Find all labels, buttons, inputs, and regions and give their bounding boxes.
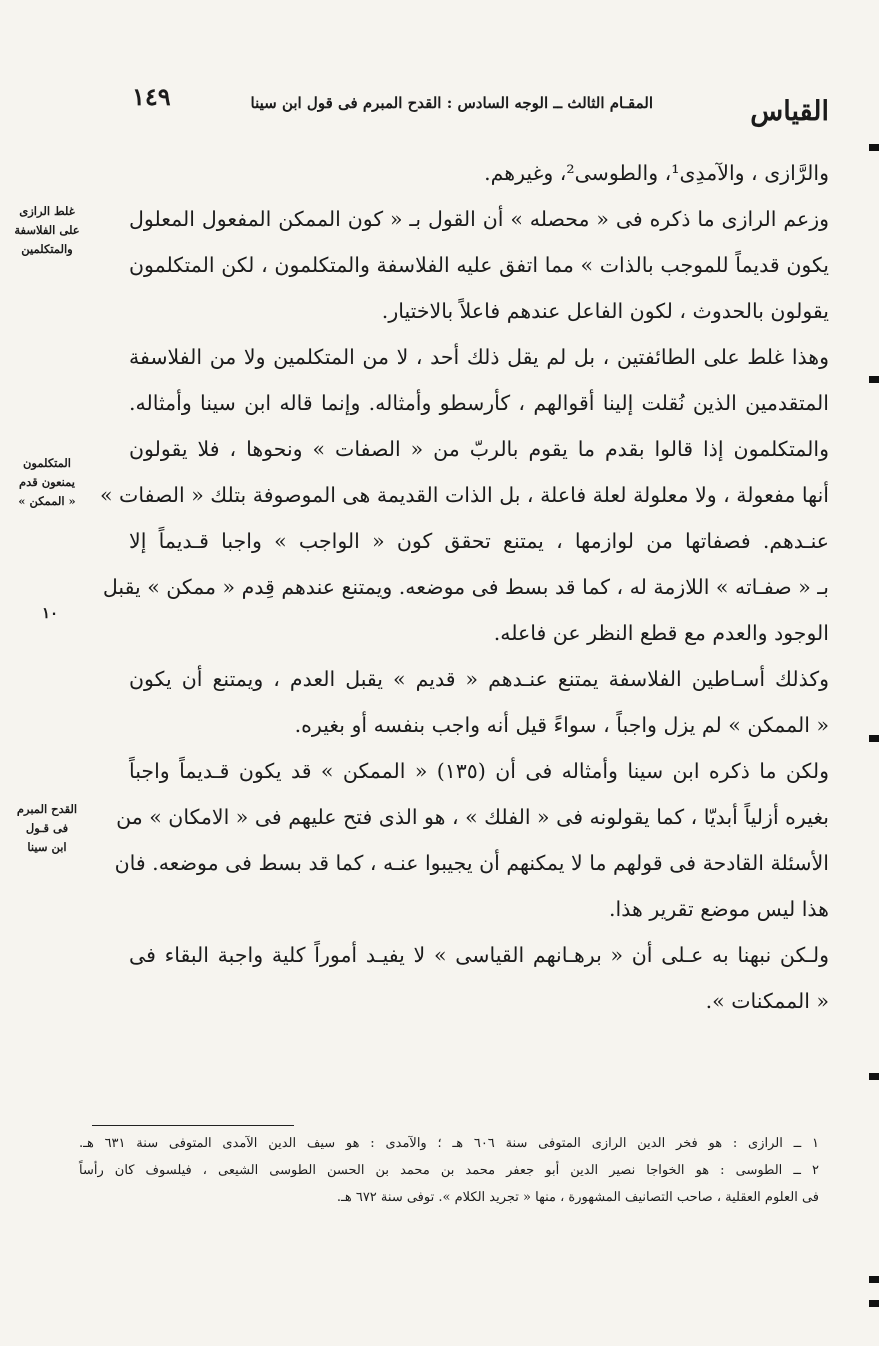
text-line: بـ « صفـاته » اللازمة له ، كما قد بسط فى موضعه. ويمتنع عندهم قِدم « ممكن » يقبل — [102, 575, 829, 599]
edge-mark — [869, 1276, 879, 1283]
text-line: ولـكن نبهنا به عـلى أن « برهـانهم القياسى » لا يفيـد أموراً كلية واجبة البقاء فى — [129, 943, 829, 967]
margin-note-ibn-sina: القدح المبرم فى قـول ابن سينا — [16, 802, 78, 854]
text-line: الأسئلة القادحة فى قولهم ما لا يمكنهم أن يجيبوا عنـه ، كما قد بسط فى موضعه. فان — [114, 851, 829, 875]
text-line: والرَّازى ، والآمدِى¹، والطوسى²، وغيرهم. — [484, 161, 829, 185]
text-line: عنـدهم. فصفاتها من لوازمها ، يمتنع تحقق كون « الواجب » واجبا قـديماً إلا — [129, 529, 829, 553]
margin-note-razi-error: غلط الرازى على الفلاسفة والمتكلمين — [14, 204, 80, 256]
margin-note-theologians: المتكلمون يمنعون قدم « الممكن » — [18, 456, 76, 508]
line-number-marker: ١٠ — [42, 604, 59, 622]
text-line: « الممكنات ». — [705, 989, 829, 1013]
text-line: أنها مفعولة ، ولا معلولة لعلة فاعلة ، بل الذات القديمة هى الموصوفة بتلك « الصفات » — [100, 483, 829, 507]
edge-mark — [869, 144, 879, 151]
text-line: الوجود والعدم مع قطع النظر عن فاعله. — [493, 621, 829, 645]
text-line: ولكن ما ذكره ابن سينا وأمثاله فى أن (١٣٥) « الممكن » قد يكون قـديماً واجباً — [129, 759, 829, 783]
text-line: يقولون بالحدوث ، لكون الفاعل عندهم فاعلاً بالاختيار. — [381, 299, 829, 323]
text-line: وهذا غلط على الطائفتين ، بل لم يقل ذلك أحد ، لا من المتكلمين ولا من الفلاسفة — [129, 345, 829, 369]
text-line: هذا ليس موضع تقرير هذا. — [609, 897, 829, 921]
running-title: القياس — [750, 96, 829, 127]
edge-mark — [869, 1300, 879, 1307]
text-line: المتقدمين الذين نُقلت إلينا أقوالهم ، كأرسطو وأمثاله. وإنما قاله ابن سينا وأمثاله. — [129, 391, 829, 415]
text-line: وزعم الرازى ما ذكره فى « محصله » أن القول بـ « كون الممكن المفعول المعلول — [129, 207, 829, 231]
edge-mark — [869, 735, 879, 742]
running-header: المقـام الثالث ــ الوجه السادس : القدح المبرم فى قول ابن سينا — [250, 94, 653, 112]
main-text — [100, 150, 829, 1024]
text-line: وكذلك أسـاطين الفلاسفة يمتنع عنـدهم « قديم » يقبل العدم ، ويمتنع أن يكون — [129, 667, 829, 691]
text-line: والمتكلمون إذا قالوا بقدم ما يقوم بالربّ من « الصفات » ونحوها ، فلا يقولون — [129, 437, 829, 461]
footnote: ٢ ــ الطوسى : هو الخواجا نصير الدين أبو جعفر محمد بن محمد بن الحسن الطوسى الشيعى ، فيلسوف كان رأساً — [79, 1163, 819, 1178]
text-line: « الممكن » لم يزل واجباً ، سواءً قيل أنه واجب بنفسه أو بغيره. — [294, 713, 829, 737]
footnote-rule — [92, 1125, 294, 1126]
edge-mark — [869, 1073, 879, 1080]
text-line: بغيره أزلياً أبديّا ، كما يقولونه فى « الفلك » ، هو الذى فتح عليهم فى « الامكان » من — [116, 805, 829, 829]
edge-mark — [869, 376, 879, 383]
text-line: يكون قديماً للموجب بالذات » مما اتفق عليه الفلاسفة والمتكلمون ، لكن المتكلمون — [129, 253, 829, 277]
footnote: ١ ــ الرازى : هو فخر الدين الرازى المتوفى سنة ٦٠٦ هـ ؛ والآمدى : هو سيف الدين الآمدى المتوفى سنة ٦٣١ هـ. — [79, 1136, 820, 1151]
footnotes — [79, 1130, 819, 1211]
footnote: فى العلوم العقلية ، صاحب التصانيف المشهورة ، منها « تجريد الكلام ». توفى سنة ٦٧٢ هـ. — [336, 1190, 819, 1205]
page-number: ١٤٩ — [132, 82, 171, 111]
